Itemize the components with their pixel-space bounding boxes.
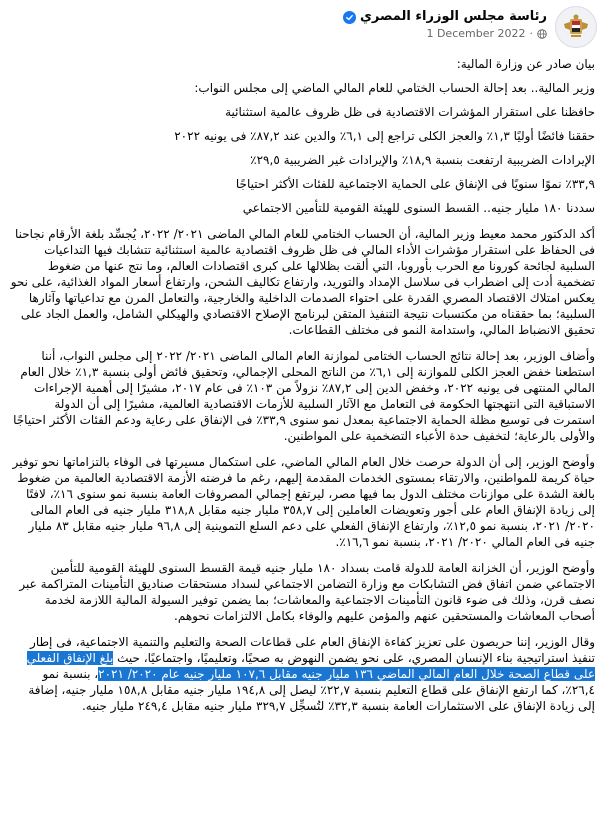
post-header <box>0 0 605 54</box>
post-paragraph: وأضاف الوزير، بعد إحالة نتائج الحساب الختامى لموازنة العام المالى الماضى ٢٠٢١/ ٢٠٢٢ إلى مجلس النواب، أننا استطعنا خفض العجز الكلى للموازنة إلى ٦,١٪ من الناتج المحلى الإجمالي، وتحقيق فائض أولى بنسبة ١,٣٪ خلال العام المالي المنتهى فى يونيه ٢٠٢٢، وخفض الدين إلى ٨٧,٢٪ نزولاً من ١٠٣٪ فى عام ٢٠١٧، مشيرًا إلى أهمية الإجراءات الاستباقية التى انتهجتها الحكومة فى التعامل مع الآثار السلبية للأزمات الاقتصادية العالمية، مشيرًا إلى أن الدولة استمرت فى توسيع مظلة الحماية الاجتماعية بمعدل نمو سنوى ٣٣,٩٪ فى الإنفاق على رعاية ودعم الفئات الأكثر احتياجًا والأولى بالرعاية؛ لتخفيف حدة الأعباء التضخمية على المواطنين. <box>13 349 595 443</box>
selected-text-highlight[interactable]: بلغ الإنفاق الفعلي على قطاع الصحة خلال العام المالي الماضي ١٣٦ مليار جنيه مقابل ١٠٧,٦ مليار جنيه عام ٢٠٢٠/ ٢٠٢١ <box>26 651 595 681</box>
post-date[interactable]: 1 December 2022 <box>426 27 526 40</box>
post-paragraph: بيان صادر عن وزارة المالية: <box>456 57 595 71</box>
post-body <box>0 54 605 714</box>
post-paragraph: وأوضح الوزير، إلى أن الدولة حرصت خلال العام المالي الماضي، على استكمال مسيرتها فى الوفاء بالتزاماتها نحو توفير حياة كريمة للمواطنين، والارتقاء بمستوى الخدمات المقدمة إليهم، رغم ما فرضته الأزمة الاقتصادية العالمية من ضغوط بالغة الشدة على موازنات مختلف الدول بما فيها مصر، ليرتفع إجمالي المصروفات العامة بنسبة نمو سنوى ١٦٪، لافتًا إلى زيادة الإنفاق العام على أجور وتعويضات العاملين إلى ٣٥٨,٧ مليار جنيه مقابل ٣١٨,٨ مليار جنيه فى العام المالى ٢٠٢٠/ ٢٠٢١، بنسبة نمو ١٢,٥٪، وارتفاع الإنفاق الفعلي على دعم السلع التموينية إلى ٩٦,٨ مليار جنيه مقابل ٨٣ مليار جنيه فى العام المالي ٢٠٢٠/ ٢٠٢١، بنسبة نمو ١٦,٦٪. <box>12 455 595 549</box>
post-paragraph: حققنا فائضًا أوليًا ١,٣٪ والعجز الكلى تراجع إلى ٦,١٪ والدين عند ٨٧,٢٪ فى يونيه ٢٠٢٢ <box>174 129 595 143</box>
post-paragraph: أكد الدكتور محمد معيط وزير المالية، أن الحساب الختامي للعام المالي الماضى ٢٠٢١/ ٢٠٢٢، يُجسِّد بلغة الأرقام نجاحنا فى الحفاظ على استقرار مؤشرات الأداء المالي فى ظل ظروف اقتصادية عالمية استثنائية تتشابك فيها التداعيات السلبية لجائحة كورونا مع الحرب بأوروبا، التي ألقت بظلالها على كبرى اقتصادات العالم، وما نتج عنها من ضغوط تضخمية أدت إلى اضطراب فى سلاسل الإمداد والتوريد، وارتفاع تكاليف الشحن، وارتفاع أسعار المواد الغذائية، على نحو يعكس امتلاك الاقتصاد المصري القدرة على احتواء الصدمات الداخلية والخارجية، والتعامل المرن مع تداعياتها وآثارها السلبية؛ بما حققناه من مكتسبات نتيجة التنفيذ المتقن لبرنامج الإصلاح الاقتصادي والهيكلي الشامل، والعمل الجاد على تحقيق الانضباط المالي، واستدامة النمو فى مختلف القطاعات. <box>10 227 595 337</box>
post-date-row <box>343 26 547 42</box>
separator-dot: · <box>529 27 533 40</box>
post-paragraph: ٣٣,٩٪ نموًا سنويًا فى الإنفاق على الحماية الاجتماعية للفئات الأكثر احتياجًا <box>235 177 595 191</box>
post-paragraph: وزير المالية.. بعد إحالة الحساب الختامي للعام المالي الماضي إلى مجلس النواب: <box>194 81 595 95</box>
page-meta <box>343 8 547 42</box>
post-paragraph-last <box>10 634 595 714</box>
globe-icon <box>537 29 547 39</box>
post-paragraph: حافظنا على استقرار المؤشرات الاقتصادية فى ظل ظروف عالمية استثنائية <box>225 105 595 119</box>
page-name-row <box>343 8 547 26</box>
post-paragraph: الإيرادات الضريبية ارتفعت بنسبة ١٨,٩٪ والإيرادات غير الضريبية ٢٩,٥٪ <box>250 153 595 167</box>
paragraph-text: ، بنسبة نمو ٢٦,٤٪، كما ارتفع الإنفاق على قطاع التعليم بنسبة ٢٢,٧٪ ليصل إلى ١٩٤,٨ مليار جنيه مقابل ١٥٨,٨ مليار جنيه، إضافة إلى زيادة الإنفاق على الاستثمارات العامة بنسبة ٣٢,٣٪ لتُسجِّل ٣٢٩,٧ مليار جنيه مقابل ٢٤٩,٤ مليار جنيه. <box>28 667 595 713</box>
paragraph-text: وقال الوزير، إننا حريصون على تعزيز كفاءة الإنفاق العام على قطاعات الصحة والتعليم والتنمية الاجتماعية، فى إطار تنفيذ استراتيجية بناء الإنسان المصري، على نحو يضمن النهوض به صحيًا، وتعليميًا، واجتماعيًا، حيث <box>30 635 595 665</box>
post-paragraph: وأوضح الوزير، أن الخزانة العامة للدولة قامت بسداد ١٨٠ مليار جنيه قيمة القسط السنوى للهيئة القومية للتأمين الاجتماعي ضمن اتفاق فض التشابكات مع وزارة التضامن الاجتماعي لسداد مستحقات صناديق التأمينات المتراكمة عبر نصف قرن، وذلك فى ضوء قانون التأمينات الاجتماعية والمعاشات؛ بما يضمن توفير السيولة المالية اللازمة لخدمة أصحاب المعاشات والمستحقين عنهم والمؤمن عليهم والوفاء بكامل الالتزامات نحوهم. <box>19 561 595 623</box>
post-paragraph: سددنا ١٨٠ مليار جنيه.. القسط السنوى للهيئة القومية للتأمين الاجتماعي <box>242 201 595 215</box>
verified-badge-icon <box>343 11 356 24</box>
eagle-emblem-icon <box>561 12 591 42</box>
page-avatar[interactable] <box>555 6 597 48</box>
page-name[interactable]: رئاسة مجلس الوزراء المصري <box>359 9 547 24</box>
